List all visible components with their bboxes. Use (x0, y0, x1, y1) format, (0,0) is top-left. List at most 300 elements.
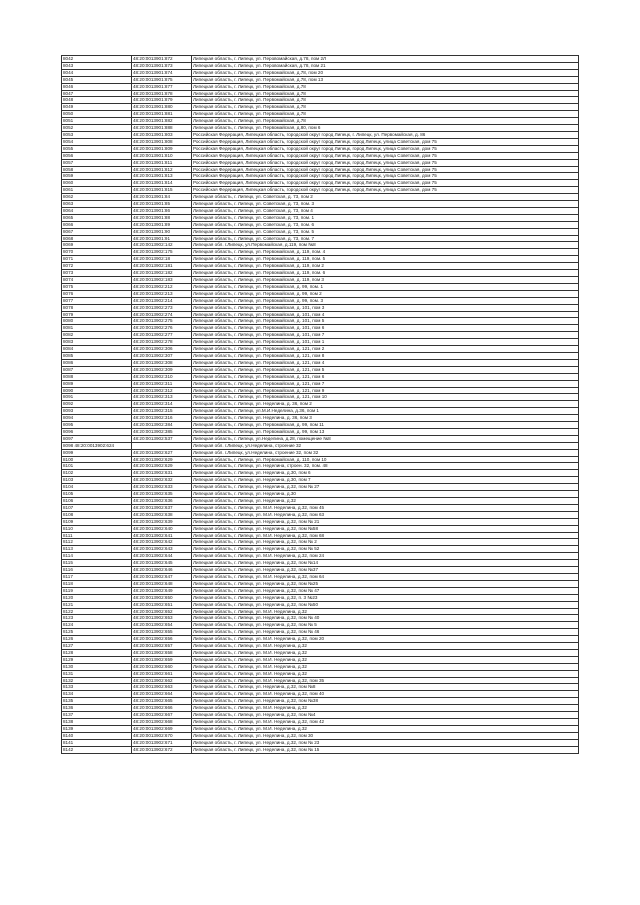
table-row (62, 249, 579, 256)
cadastral-number-cell: 48:20:0013902:213 (132, 290, 192, 297)
address-cell: Липецкая область, г. Липецк, ул. Неделина, д.30, пом 7 (192, 477, 579, 484)
row-number-cell: 8062 (62, 194, 132, 201)
table-row (62, 145, 579, 152)
row-number-cell: 8111 (62, 532, 132, 539)
row-number-cell: 8128 (62, 649, 132, 656)
address-cell: Липецкая область, г. Липецк, ул. М.И. Неделина, д.32, пом 68 (192, 532, 579, 539)
row-number-cell: 8042 (62, 56, 132, 63)
table-row (62, 636, 579, 643)
cadastral-number-cell: 48:20:0013901:812 (132, 166, 192, 173)
address-cell: Липецкая область, г. Липецк, ул. Первомайская, д. 101, пом 4 (192, 311, 579, 318)
address-cell: Липецкая область, г. Липецк, ул. Неделина, д.32, пом № 2 (192, 539, 579, 546)
address-cell: Липецкая область, г. Липецк, ул. Первомайская, д. 101, пом 7 (192, 332, 579, 339)
table-row (62, 221, 579, 228)
cadastral-number-cell: 48:20:0013901:873 (132, 62, 192, 69)
cadastral-number-cell: 48:20:0013901:809 (132, 145, 192, 152)
address-cell: Липецкая область, г. Липецк, ул. Первомайская, д. 119, пом. 6 (192, 270, 579, 277)
row-number-cell: 8093 (62, 408, 132, 415)
row-number-cell: 8095 (62, 422, 132, 429)
table-row (62, 339, 579, 346)
table-row (62, 442, 579, 449)
table-row (62, 463, 579, 470)
row-number-cell: 8061 (62, 187, 132, 194)
table-row (62, 352, 579, 359)
table-row (62, 180, 579, 187)
table-row (62, 504, 579, 511)
row-number-cell: 8052 (62, 125, 132, 132)
row-number-cell: 8094 (62, 415, 132, 422)
row-number-cell: 8135 (62, 698, 132, 705)
cadastral-number-cell: 48:20:0013901:877 (132, 83, 192, 90)
row-number-cell: 8068 (62, 235, 132, 242)
address-cell: Липецкая область, г. Липецк, ул. Советская, д. 73, пом. 7 (192, 235, 579, 242)
cadastral-number-cell: 48:20:0013902:662 (132, 677, 192, 684)
row-number-cell: 8118 (62, 580, 132, 587)
row-number-cell: 8117 (62, 573, 132, 580)
address-cell: Липецкая область, г. Липецк, ул. М.И. Неделина, д.32, пом 42 (192, 719, 579, 726)
table-row (62, 691, 579, 698)
table-row (62, 387, 579, 394)
table-row (62, 242, 579, 249)
address-cell: Липецкая область, г. Липецк, ул. Неделина, д.32, пом №14 (192, 560, 579, 567)
cadastral-number-cell: 48:20:0013902:142 (132, 242, 192, 249)
row-number-cell: 8064 (62, 207, 132, 214)
cadastral-number-cell: 48:20:0013901:872 (132, 56, 192, 63)
address-cell: Липецкая область, г. Липецк, ул. Первомайская, д. 119, пом. 5 (192, 256, 579, 263)
row-number-cell: 8132 (62, 677, 132, 684)
table-row (62, 131, 579, 138)
address-cell: Липецкая область, г. Липецк, ул. Первомайская, д. 121, пом 2 (192, 346, 579, 353)
cadastral-number-cell: 48:20:0013902:629 (132, 463, 192, 470)
row-number-cell: 8139 (62, 725, 132, 732)
cadastral-number-cell: 48:20:0013902:182 (132, 270, 192, 277)
table-row (62, 484, 579, 491)
cadastral-number-cell: 48:20:0013902:669 (132, 725, 192, 732)
row-number-cell: 8073 (62, 270, 132, 277)
row-number-cell: 8079 (62, 311, 132, 318)
table-row (62, 76, 579, 83)
table-row (62, 304, 579, 311)
row-number-cell: 8044 (62, 69, 132, 76)
table-row (62, 166, 579, 173)
cadastral-number-cell: 48:20:0013902:276 (132, 325, 192, 332)
cadastral-number-cell: 48:20:0013901:808 (132, 138, 192, 145)
address-cell: Липецкая область, г. Липецк, ул. Советская, д. 73, пом. 1 (192, 214, 579, 221)
address-cell: Липецкая область, г. Липецк, ул. Советская, д. 73, пом. 5 (192, 228, 579, 235)
table-row (62, 677, 579, 684)
row-number-cell: 8077 (62, 297, 132, 304)
table-row (62, 456, 579, 463)
cadastral-number-cell: 48:20:0013901:89 (132, 221, 192, 228)
table-row (62, 415, 579, 422)
cadastral-number-cell: 48:20:0013902:627 (132, 449, 192, 456)
cadastral-number-cell: 48:20:0013901:815 (132, 187, 192, 194)
address-cell: Липецкая область, г. Липецк, ул. Неделина, д.32, пом №37 (192, 567, 579, 574)
row-number-cell: 8074 (62, 277, 132, 284)
row-number-cell: 8049 (62, 104, 132, 111)
row-number-cell: 8063 (62, 201, 132, 208)
address-cell: Липецкая область, г. Липецк, ул. М.И. Неделина, д.32 (192, 705, 579, 712)
row-number-cell: 8102 (62, 470, 132, 477)
address-cell: Липецкая область, г. Липецк, ул. Неделина, д.32, пом № 21 (192, 518, 579, 525)
address-cell: Липецкая область, г. Липецк, ул. Первомайская, д. 99, пом. 1 (192, 283, 579, 290)
row-number-cell: 8087 (62, 366, 132, 373)
cadastral-number-cell: 48:20:0013902:384 (132, 422, 192, 429)
row-number-cell: 8057 (62, 159, 132, 166)
row-number-cell: 8119 (62, 587, 132, 594)
row-number-cell: 8083 (62, 339, 132, 346)
cadastral-number-cell: 48:20:0013902:656 (132, 636, 192, 643)
table-row (62, 643, 579, 650)
address-cell: Липецкая область, г. Липецк, ул. Неделина, д.32 (192, 498, 579, 505)
address-cell: Липецкая обл. г.Липецк, ул.Неделина, строение 32 (192, 442, 579, 449)
row-number-cell: 8131 (62, 670, 132, 677)
table-row (62, 573, 579, 580)
table-row (62, 263, 579, 270)
row-number-cell: 8080 (62, 318, 132, 325)
cadastral-number-cell: 48:20:0013902:632 (132, 477, 192, 484)
table-row (62, 359, 579, 366)
address-cell: Российская Федерация, Липецкая область, городской округ город Липецк, город Липецк, улица Советская, дом 75 (192, 173, 579, 180)
table-row (62, 649, 579, 656)
cadastral-number-cell: 48:20:0013902:629 (132, 456, 192, 463)
row-number-cell: 8043 (62, 62, 132, 69)
cadastral-number-cell: 48:20:0013902:315 (132, 408, 192, 415)
row-number-cell: 8090 (62, 387, 132, 394)
address-cell: Российская Федерация, Липецкая область, городской округ город Липецк, город Липецк, улица Советская, дом 75 (192, 166, 579, 173)
table-row (62, 270, 579, 277)
address-cell: Липецкая область, г. Липецк, ул. Неделина, д.32, пом № 5 (192, 622, 579, 629)
address-cell: Российская Федерация, Липецкая область, городской округ город Липецк, город Липецк, улица Советская, дом 75 (192, 138, 579, 145)
address-cell: Липецкая область, г. Липецк, ул. Первомайская, д. 101, пом 6 (192, 325, 579, 332)
cadastral-number-cell: 48:20:0013902:651 (132, 601, 192, 608)
row-number-cell: 8058 (62, 166, 132, 173)
cadastral-number-cell: 48:20:0013902:653 (132, 615, 192, 622)
row-number-cell: 8141 (62, 739, 132, 746)
cadastral-number-cell: 48:20:0013902:313 (132, 394, 192, 401)
cadastral-number-cell: 48:20:0013901:810 (132, 152, 192, 159)
address-cell: Липецкая область, г. Липецк, ул. Первомайская, д. 121, пом 6 (192, 373, 579, 380)
address-cell: Липецкая область, г. Липецк, ул. Первомайская, д. 121, пом 8 (192, 352, 579, 359)
table-row (62, 546, 579, 553)
row-number-cell: 8104 (62, 484, 132, 491)
table-row (62, 297, 579, 304)
cadastral-number-cell: 48:20:0013902:652 (132, 608, 192, 615)
address-cell: Липецкая область, г. Липецк, ул. Первомайская, д.78, пом 20 (192, 69, 579, 76)
address-cell: Липецкая область, г. Липецк, ул. Первомайская, д. 99, пом 11 (192, 422, 579, 429)
row-number-cell: 8059 (62, 173, 132, 180)
row-number-cell: 8109 (62, 518, 132, 525)
address-cell: Липецкая область, г. Липецк, ул. Неделина, строен. 32, пом. 48 (192, 463, 579, 470)
table-row (62, 608, 579, 615)
row-number-cell: 8046 (62, 83, 132, 90)
table-row (62, 152, 579, 159)
row-number-cell: 8115 (62, 560, 132, 567)
table-row (62, 194, 579, 201)
cadastral-number-cell: 48:20:0013902:672 (132, 746, 192, 753)
cadastral-number-cell: 48:20:0013902:655 (132, 629, 192, 636)
address-cell: Липецкая область, г. Липецк, ул. Перовомайская, д.78, пом 2Л (192, 56, 579, 63)
address-cell: Липецкая область, г. Липецк, ул. М.И. Неделина, д.32 (192, 656, 579, 663)
table-row (62, 187, 579, 194)
table-row (62, 594, 579, 601)
address-cell: Липецкая область, г. Липецк, ул.Неделина, д.28, помещение №8 (192, 435, 579, 442)
cadastral-number-cell: 48:20:0013902:649 (132, 587, 192, 594)
registry-table (61, 55, 579, 754)
table-row (62, 97, 579, 104)
row-number-cell: 8101 (62, 463, 132, 470)
address-cell: Российская Федерация, Липецкая область, городской округ город Липецк, г. Липецк, ул. Первомайская, д. 86 (192, 131, 579, 138)
table-row (62, 435, 579, 442)
cadastral-number-cell: 48:20:0013902:537 (132, 435, 192, 442)
row-number-cell: 8110 (62, 525, 132, 532)
table-row (62, 373, 579, 380)
address-cell: Липецкая область, г. Липецк, ул. Неделина, д.32, пом № 23 (192, 739, 579, 746)
cadastral-number-cell: 48:20:0013902:214 (132, 297, 192, 304)
table-row (62, 201, 579, 208)
cadastral-number-cell: 48:20:0013902:312 (132, 387, 192, 394)
cadastral-number-cell: 48:20:0013902:645 (132, 560, 192, 567)
address-cell: Липецкая обл. г.Липецк, ул.Первомайская, д.119, пом №8 (192, 242, 579, 249)
table-row (62, 491, 579, 498)
row-number-cell: 8072 (62, 263, 132, 270)
cadastral-number-cell: 48:20:0013902:635 (132, 491, 192, 498)
table-row (62, 511, 579, 518)
cadastral-number-cell: 48:20:0013902:310 (132, 373, 192, 380)
row-number-cell: 8067 (62, 228, 132, 235)
table-row (62, 518, 579, 525)
cadastral-number-cell: 48:20:0013902:671 (132, 739, 192, 746)
row-number-cell: 8045 (62, 76, 132, 83)
cadastral-number-cell: 48:20:0013902:663 (132, 684, 192, 691)
table-row (62, 104, 579, 111)
cadastral-number-cell: 48:20:0013902:631 (132, 470, 192, 477)
table-row (62, 235, 579, 242)
cadastral-number-cell: 48:20:0013902:278 (132, 339, 192, 346)
row-number-cell: 8092 (62, 401, 132, 408)
table-row (62, 111, 579, 118)
row-number-cell: 8130 (62, 663, 132, 670)
table-row (62, 477, 579, 484)
cadastral-number-cell: 48:20:0013902:637 (132, 504, 192, 511)
address-cell: Липецкая область, г. Липецк, ул. Первомайская, д. 121, пом 10 (192, 394, 579, 401)
row-number-cell: 8048 (62, 97, 132, 104)
cadastral-number-cell: 48:20:0013902:633 (132, 484, 192, 491)
address-cell: Липецкая область, г. Липецк, ул. М.И. Неделина, д.32, пом 45 (192, 504, 579, 511)
row-number-cell: 8084 (62, 346, 132, 353)
row-number-cell: 8125 (62, 629, 132, 636)
address-cell: Российская Федерация, Липецкая область, городской округ город Липецк, город Липецк, улица Советская, дом 75 (192, 159, 579, 166)
address-cell: Липецкая область, г. Липецк, ул. Первомайская, д. 119, пом 3 (192, 277, 579, 284)
row-number-cell: 8129 (62, 656, 132, 663)
cadastral-number-cell: 48:20:0013901:803 (132, 131, 192, 138)
cadastral-number-cell: 48:20:0013901:90 (132, 228, 192, 235)
cadastral-number-cell: 48:20:0013901:881 (132, 111, 192, 118)
table-row (62, 346, 579, 353)
cadastral-number-cell: 48:20:0013902:644 (132, 553, 192, 560)
address-cell: Липецкая область, г. Липецк, ул. Неделина, д.32, пом №8 (192, 684, 579, 691)
cadastral-number-cell: 48:20:0013902:636 (132, 498, 192, 505)
address-cell: Липецкая область, г. Липецк, ул. Неделина, д. 36, пом 2 (192, 401, 579, 408)
row-number-cell: 8116 (62, 567, 132, 574)
address-cell: Липецкая область, г. Липецк, ул. Первомайская, д. 99, пом 2 (192, 290, 579, 297)
cadastral-number-cell: 48:20:0013901:879 (132, 97, 192, 104)
row-number-cell: 8121 (62, 601, 132, 608)
address-cell: Липецкая область, г. Липецк, ул. Первомайская, д.78 (192, 97, 579, 104)
row-number-cell: 8122 (62, 608, 132, 615)
address-cell: Липецкая область, г. Липецк, ул. Неделина, д.30 (192, 491, 579, 498)
table-row (62, 380, 579, 387)
row-number-cell: 8050 (62, 111, 132, 118)
address-cell: Липецкая область, г. Липецк, ул. Неделина, д.30, пом 6 (192, 470, 579, 477)
row-number-cell: 8065 (62, 214, 132, 221)
row-number-cell: 8091 (62, 394, 132, 401)
address-cell: Липецкая область, г. Липецк, ул. Перовомайская, д.78, пом 21 (192, 62, 579, 69)
address-cell: Липецкая область, г. Липецк, ул. М.И. Неделина, д.32, пом 24 (192, 553, 579, 560)
row-number-cell: 8103 (62, 477, 132, 484)
row-number-cell: 8047 (62, 90, 132, 97)
address-cell: Липецкая область, г. Липецк, ул. Первомайская, д. 99, пом 13 (192, 428, 579, 435)
cadastral-number-cell: 48:20:0013902:175 (132, 249, 192, 256)
address-cell: Липецкая область, г. Липецк, ул. Советская, д. 73, пом 4 (192, 207, 579, 214)
cadastral-number-cell: 48:20:0013902:670 (132, 732, 192, 739)
table-row (62, 698, 579, 705)
row-number-cell: 8137 (62, 712, 132, 719)
address-cell: Липецкая область, г. Липецк, ул. М.И. Неделина, д.32 (192, 670, 579, 677)
table-row (62, 138, 579, 145)
table-row (62, 553, 579, 560)
address-cell: Липецкая область, г. Липецк, ул. М.И. Неделина, д.32 (192, 649, 579, 656)
address-cell: Липецкая область, г. Липецк, ул. Первомайская, д.78 (192, 83, 579, 90)
row-number-cell: 8136 (62, 705, 132, 712)
row-number-cell: 8123 (62, 615, 132, 622)
address-cell: Липецкая область, г. Липецк, ул. Первомайская, д. 121, пом 4 (192, 359, 579, 366)
address-cell: Липецкая область, г. Липецк, ул. Первомайская, д. 119, пом 2 (192, 263, 579, 270)
cadastral-number-cell: 48:20:0013901:880 (132, 104, 192, 111)
row-number-cell: 8081 (62, 325, 132, 332)
address-cell: Липецкая область, г. Липецк, ул. Первомайская, д. 101, пом 3 (192, 304, 579, 311)
address-cell: Липецкая область, г. Липецк, ул. Первомайская, д. 110, пом 10 (192, 456, 579, 463)
row-number-cell: 8051 (62, 118, 132, 125)
row-number-cell: 8053 (62, 131, 132, 138)
address-cell: Липецкая область, г. Липецк, ул. М.И. Неделина, д.32 (192, 643, 579, 650)
row-number-cell: 8098 48:20:0013902:624 (62, 442, 132, 449)
address-cell: Липецкая область, г. Липецк, ул. Первомайская, д. 119, пом. 4 (192, 249, 579, 256)
table-row (62, 428, 579, 435)
cadastral-number-cell: 48:20:0013902:648 (132, 580, 192, 587)
cadastral-number-cell: 48:20:0013902:316 (132, 415, 192, 422)
cadastral-number-cell: 48:20:0013902:273 (132, 304, 192, 311)
table-row (62, 587, 579, 594)
row-number-cell: 8106 (62, 498, 132, 505)
row-number-cell: 8066 (62, 221, 132, 228)
address-cell: Липецкая область, г. Липецк, ул. Советская, д. 73, пом. 6 (192, 221, 579, 228)
cadastral-number-cell: 48:20:0013901:878 (132, 90, 192, 97)
address-cell: Липецкая область, г. Липецк, ул. М.И. Неделина, д.32 (192, 663, 579, 670)
table-row (62, 684, 579, 691)
table-row (62, 601, 579, 608)
cadastral-number-cell: 48:20:0013901:84 (132, 194, 192, 201)
row-number-cell: 8082 (62, 332, 132, 339)
address-cell: Липецкая область, г. Липецк, ул. Первомайская, д. 101, пом 1 (192, 339, 579, 346)
row-number-cell: 8096 (62, 428, 132, 435)
table-row (62, 656, 579, 663)
table-row (62, 470, 579, 477)
table-row (62, 69, 579, 76)
address-cell: Липецкая область, г. Липецк, ул. Неделина, д.32, пом № 46 (192, 629, 579, 636)
row-number-cell: 8133 (62, 684, 132, 691)
cadastral-number-cell: 48:20:0013901:813 (132, 173, 192, 180)
cadastral-number-cell: 48:20:0013902:660 (132, 663, 192, 670)
table-row (62, 732, 579, 739)
cadastral-number-cell: 48:20:0013901:875 (132, 76, 192, 83)
row-number-cell: 8089 (62, 380, 132, 387)
table-row (62, 56, 579, 63)
address-cell: Липецкая область, г. Липецк, ул. Советская, д. 73, пом. 3 (192, 201, 579, 208)
table-row (62, 622, 579, 629)
address-cell: Липецкая область, г. Липецк, ул. М.И. Неделина, д.32 (192, 725, 579, 732)
cadastral-number-cell: 48:20:0013901:874 (132, 69, 192, 76)
address-cell: Российская Федерация, Липецкая область, городской округ город Липецк, город Липецк, улица Советская, дом 75 (192, 187, 579, 194)
table-row (62, 539, 579, 546)
row-number-cell: 8112 (62, 539, 132, 546)
cadastral-number-cell: 48:20:0013902:640 (132, 525, 192, 532)
table-row (62, 228, 579, 235)
cadastral-number-cell: 48:20:0013902:666 (132, 705, 192, 712)
row-number-cell: 8086 (62, 359, 132, 366)
address-cell: Липецкая область, г. Липецк, ул. Неделина, д.32, пом № 27 (192, 484, 579, 491)
table-row (62, 332, 579, 339)
table-row (62, 449, 579, 456)
address-cell: Липецкая область, г. Липецк, ул. Первомайская, д.78 (192, 118, 579, 125)
table-row (62, 580, 579, 587)
row-number-cell: 8127 (62, 643, 132, 650)
table-row (62, 283, 579, 290)
row-number-cell: 8099 (62, 449, 132, 456)
table-row (62, 532, 579, 539)
row-number-cell: 8107 (62, 504, 132, 511)
cadastral-number-cell: 48:20:0013902:641 (132, 532, 192, 539)
cadastral-number-cell (132, 442, 192, 449)
table-row (62, 256, 579, 263)
row-number-cell: 8088 (62, 373, 132, 380)
cadastral-number-cell: 48:20:0013901:88 (132, 214, 192, 221)
cadastral-number-cell: 48:20:0013901:814 (132, 180, 192, 187)
cadastral-number-cell: 48:20:0013902:277 (132, 332, 192, 339)
address-cell: Липецкая область, г. Липецк, ул. Неделина, д.32, п. 3 №23 (192, 594, 579, 601)
row-number-cell: 8097 (62, 435, 132, 442)
cadastral-number-cell: 48:20:0013902:183 (132, 277, 192, 284)
registry-table-body (62, 56, 579, 754)
cadastral-number-cell: 48:20:0013902:18 (132, 256, 192, 263)
table-row (62, 159, 579, 166)
row-number-cell: 8056 (62, 152, 132, 159)
row-number-cell: 8140 (62, 732, 132, 739)
table-row (62, 746, 579, 753)
cadastral-number-cell: 48:20:0013902:667 (132, 712, 192, 719)
table-row (62, 401, 579, 408)
cadastral-number-cell: 48:20:0013902:314 (132, 401, 192, 408)
cadastral-number-cell: 48:20:0013902:639 (132, 518, 192, 525)
row-number-cell: 8055 (62, 145, 132, 152)
row-number-cell: 8138 (62, 719, 132, 726)
row-number-cell: 8060 (62, 180, 132, 187)
cadastral-number-cell: 48:20:0013902:274 (132, 311, 192, 318)
cadastral-number-cell: 48:20:0013901:888 (132, 125, 192, 132)
address-cell: Липецкая область, г. Липецк, ул. Первомайская, д. 99, пом. 3 (192, 297, 579, 304)
cadastral-number-cell: 48:20:0013902:275 (132, 318, 192, 325)
address-cell: Липецкая область, г. Липецк, ул. Советская, д. 73, пом 2 (192, 194, 579, 201)
